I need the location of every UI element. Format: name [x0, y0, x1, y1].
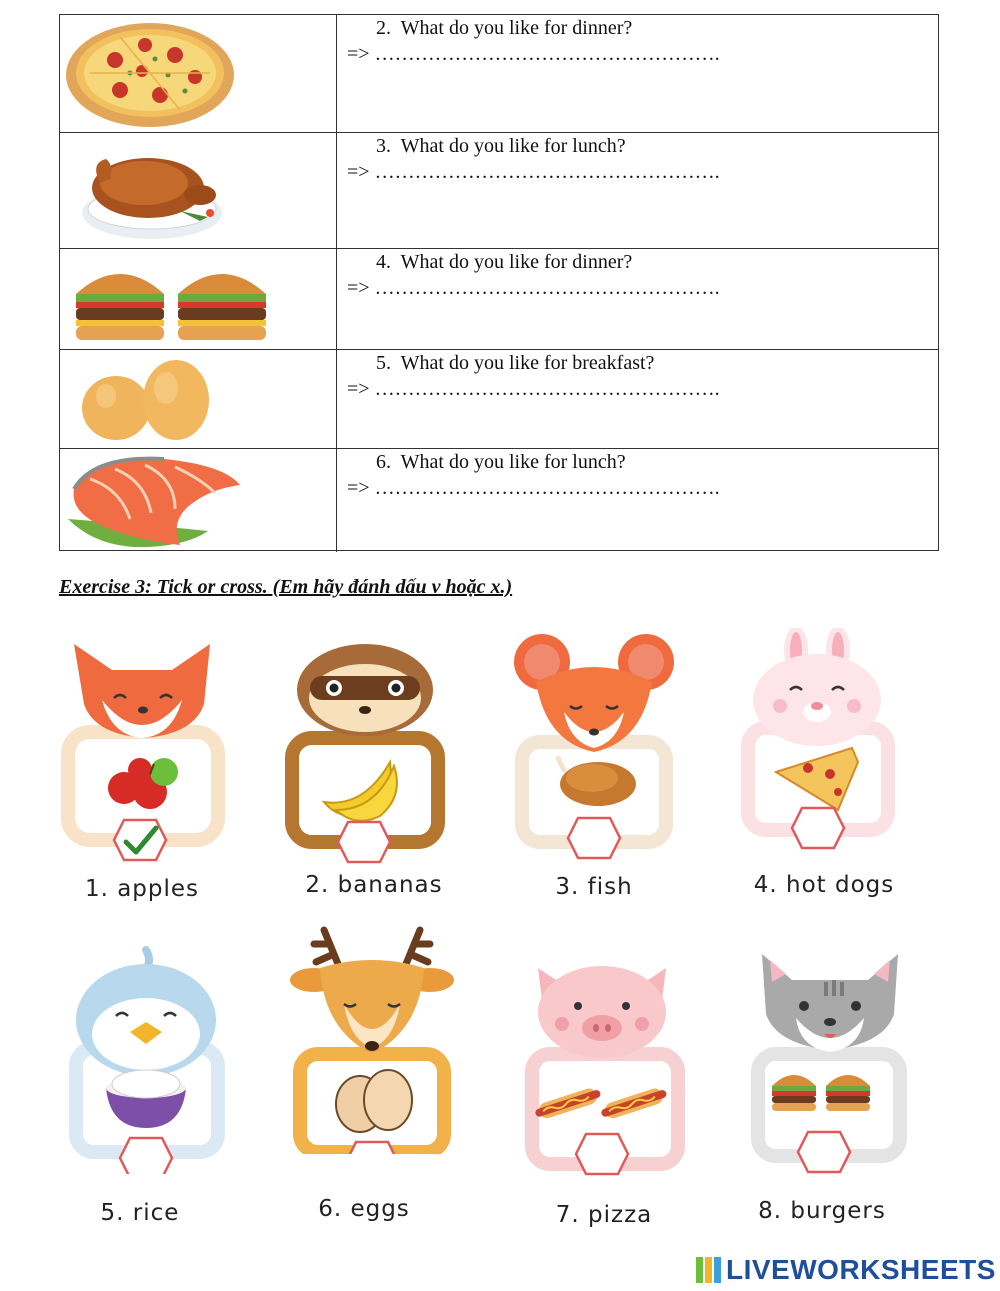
brand-name: LIVEWORKSHEETS [726, 1254, 996, 1285]
rabbit-card-art [732, 628, 952, 858]
question-number: 4. [376, 251, 391, 273]
answer-hexagon [576, 1134, 628, 1174]
card-label: 3. fish [555, 874, 633, 900]
animal-card [52, 640, 272, 930]
burgers-food [772, 1075, 870, 1111]
bird-card-art [60, 944, 280, 1174]
question-table [59, 14, 939, 551]
answer-line[interactable] [347, 41, 938, 67]
answer-hexagon [114, 820, 166, 860]
answer-prefix: => [347, 277, 370, 299]
food-image-cell [60, 15, 337, 132]
card-label: 4. hot dogs [753, 872, 895, 898]
animal-card [284, 924, 504, 1222]
question-text: What do you like for dinner? [400, 17, 633, 39]
exercise-title: Exercise 3: Tick or cross. (Em hãy đánh dấu v hoặc x.) [59, 576, 513, 598]
answer-hexagon [120, 1138, 172, 1174]
eggs-image [60, 350, 337, 448]
question-text: What do you like for breakfast? [400, 352, 655, 374]
answer-blank[interactable]: ……………………………………………. [374, 277, 720, 299]
salmon-image [60, 449, 337, 551]
question-row [60, 132, 938, 248]
animal-card [516, 958, 736, 1248]
roast-chicken-image [60, 133, 337, 248]
question-number: 5. [376, 352, 391, 374]
answer-hexagon [798, 1132, 850, 1172]
eggs-food [336, 1070, 412, 1132]
pig-card-art [516, 958, 736, 1188]
bananas-food [324, 762, 397, 821]
card-label: 2. bananas [305, 872, 443, 898]
animal-card [60, 944, 280, 1234]
question-row [60, 448, 938, 552]
food-image-cell [60, 249, 337, 349]
deer-card-art [284, 924, 504, 1154]
card-label: 7. pizza [555, 1202, 653, 1228]
pig-head [538, 966, 666, 1058]
apples-food [108, 758, 178, 809]
answer-prefix: => [347, 378, 370, 400]
hot-dogs-food [533, 1085, 669, 1121]
question-number: 3. [376, 135, 391, 157]
rabbit-head [753, 654, 881, 746]
answer-blank[interactable]: ……………………………………………. [374, 378, 720, 400]
card-label: 8. burgers [758, 1198, 886, 1224]
pizza-image [60, 15, 337, 132]
answer-line[interactable] [347, 475, 938, 501]
fox-head [74, 644, 210, 738]
animal-card [732, 628, 952, 918]
question-row [60, 248, 938, 349]
cat-card-art [742, 948, 962, 1178]
question-number: 2. [376, 17, 391, 39]
chicken-food [558, 758, 636, 806]
question-text-cell [347, 249, 938, 301]
animal-card [742, 948, 962, 1238]
mouse-card-art [506, 632, 726, 862]
answer-blank[interactable]: ……………………………………………. [374, 43, 720, 65]
sloth-card-art [276, 640, 496, 870]
answer-prefix: => [347, 43, 370, 65]
food-image-cell [60, 350, 337, 448]
answer-prefix: => [347, 161, 370, 183]
question-number: 6. [376, 451, 391, 473]
answer-line[interactable] [347, 159, 938, 185]
rice-bowl-food [106, 1070, 186, 1128]
answer-hexagon [568, 818, 620, 858]
animal-card [506, 632, 726, 922]
question-text-cell [347, 350, 938, 402]
question-text-cell [347, 449, 938, 501]
burgers-image [60, 249, 337, 349]
answer-prefix: => [347, 477, 370, 499]
answer-hexagon [346, 1142, 398, 1154]
answer-hexagon [338, 822, 390, 862]
question-row [60, 349, 938, 448]
answer-line[interactable] [347, 376, 938, 402]
question-row [60, 15, 938, 132]
answer-blank[interactable]: ……………………………………………. [374, 161, 720, 183]
question-text: What do you like for lunch? [400, 451, 626, 473]
answer-line[interactable] [347, 275, 938, 301]
question-text: What do you like for lunch? [400, 135, 626, 157]
question-text-cell [347, 133, 938, 185]
card-label: 1. apples [84, 876, 200, 902]
food-image-cell [60, 449, 337, 552]
question-text: What do you like for dinner? [400, 251, 633, 273]
answer-blank[interactable]: ……………………………………………. [374, 477, 720, 499]
liveworksheets-brand[interactable] [696, 1255, 996, 1285]
pizza-slice-food [776, 748, 858, 810]
animal-card [276, 640, 496, 930]
fox-card-art [52, 640, 272, 870]
liveworksheets-logo-icon [696, 1257, 722, 1283]
card-label: 6. eggs [318, 1196, 410, 1222]
question-text-cell [347, 15, 938, 67]
food-image-cell [60, 133, 337, 248]
answer-hexagon [792, 808, 844, 848]
card-label: 5. rice [100, 1200, 180, 1226]
